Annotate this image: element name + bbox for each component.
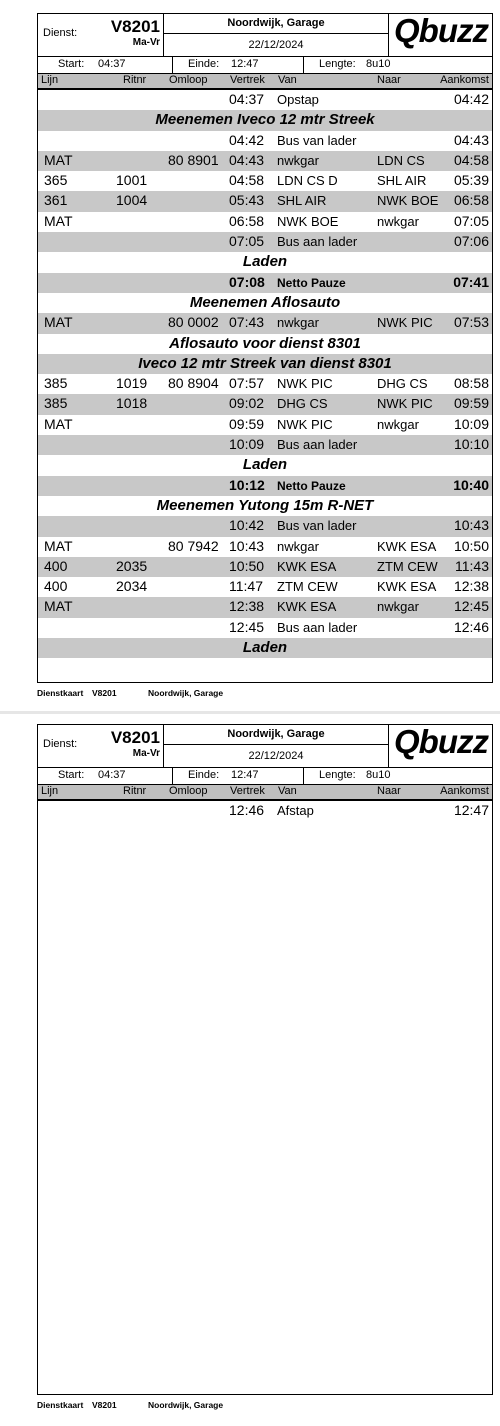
cell-van: KWK ESA [277,558,337,574]
col-naar: Naar [377,785,401,797]
col-ritnr: Ritnr [123,785,147,797]
cell-van: Afstap [277,803,314,818]
cell-van: NWK PIC [277,416,333,432]
header [38,725,492,768]
cell-aank: 07:06 [453,233,489,250]
lengte-label: Lengte: [319,769,356,781]
table-row [38,374,492,394]
cell-aank: 10:43 [453,517,489,534]
cell-naar: nwkgar [377,416,419,432]
page-1 [0,0,500,710]
table-row [38,131,492,151]
cell-vertrek: 12:46 [229,802,265,818]
cell-omloop: 80 8904 [168,375,219,392]
start-label: Start: [58,58,85,70]
cell-aank: 10:10 [453,436,489,453]
trip-table [38,90,492,658]
dienst-cell [38,14,164,56]
cell-van: nwkgar [277,538,319,554]
col-aankomst: Aankomst [440,74,489,86]
cell-aank: 07:41 [453,273,489,290]
cell-van: SHL AIR [277,193,327,209]
cell-ritnr: 1004 [116,192,148,209]
cell-lijn: 365 [44,172,68,189]
cell-van: NWK BOE [277,213,339,229]
cell-aank: 11:43 [455,557,489,574]
cell-lijn: 385 [44,395,68,412]
cell-vertrek: 12:45 [229,618,265,635]
banner-text: Laden [242,456,288,474]
cell-van: Bus van lader [277,132,357,148]
cell-naar: NWK PIC [377,315,433,331]
cell-vertrek: 04:43 [229,151,265,168]
qbuzz-logo: Qbuzz [394,723,488,760]
cell-vertrek: 12:38 [229,598,265,615]
location: Noordwijk, Garage [164,14,388,34]
cell-naar: ZTM CEW [377,558,438,574]
section-banner [38,496,492,516]
banner-text: Meenemen Aflosauto [189,293,341,311]
col-omloop: Omloop [169,785,208,797]
cell-lijn: MAT [44,537,73,554]
cell-lijn: 361 [44,192,68,209]
location: Noordwijk, Garage [164,725,388,745]
footer-dienst: V8201 [92,1400,117,1410]
section-banner [38,293,492,313]
cell-aank: 07:05 [453,212,489,229]
lengte-value: 8u10 [366,769,391,781]
table-row [38,191,492,211]
col-van: Van [278,785,297,797]
section-banner [38,638,492,658]
cell-omloop: 80 7942 [168,537,219,554]
cell-aank: 12:38 [453,578,489,595]
cell-van: NWK PIC [277,376,333,392]
lengte-value: 8u10 [366,58,391,70]
cell-vertrek: 10:09 [229,436,265,453]
table-row [38,537,492,557]
cell-aank: 12:45 [453,598,489,615]
cell-naar: SHL AIR [377,173,427,189]
cell-van: Netto Pauze [277,478,346,493]
cell-vertrek: 10:50 [229,557,265,574]
column-header [38,785,492,801]
col-vertrek: Vertrek [230,74,265,86]
cell-vertrek: 07:57 [229,375,265,392]
cell-vertrek: 10:43 [229,537,265,554]
banner-text: Aflosauto voor dienst 8301 [169,334,361,352]
cell-van: nwkgar [277,315,319,331]
pause-row [38,273,492,293]
cell-aank: 12:47 [453,802,489,818]
cell-vertrek: 05:43 [229,192,265,209]
banner-text: Meenemen Yutong 15m R-NET [156,496,374,514]
cell-aank: 10:09 [453,415,489,432]
cell-aank: 12:46 [453,618,489,635]
cell-vertrek: 09:59 [229,415,265,432]
dienst-cell [38,725,164,767]
start-time: 04:37 [98,58,126,70]
cell-lijn: MAT [44,151,73,168]
einde-label: Einde: [188,769,220,781]
cell-van: ZTM CEW [277,579,338,595]
cell-vertrek: 06:58 [229,212,265,229]
cell-omloop: 80 8901 [168,151,219,168]
section-banner [38,354,492,374]
cell-vertrek: 04:58 [229,172,265,189]
qbuzz-logo: Qbuzz [394,12,488,49]
dienstkaart-frame [37,724,493,1395]
cell-lijn: 385 [44,375,68,392]
col-vertrek: Vertrek [230,785,265,797]
trip-table [38,801,492,821]
cell-naar: nwkgar [377,213,419,229]
cell-aank: 05:39 [453,172,489,189]
dienst-label: Dienst: [43,27,78,39]
cell-ritnr: 1001 [116,172,148,189]
einde-time: 12:47 [231,769,259,781]
cell-lijn: 400 [44,578,68,595]
cell-naar: DHG CS [377,376,428,392]
footer-label: Dienstkaart [37,1400,84,1410]
lengte-label: Lengte: [319,58,356,70]
footer-location: Noordwijk, Garage [148,1400,224,1410]
cell-naar: nwkgar [377,599,419,615]
table-row [38,171,492,191]
section-banner [38,334,492,354]
table-row [38,394,492,414]
table-row [38,151,492,171]
cell-van: DHG CS [277,396,328,412]
cell-aank: 09:59 [453,395,489,412]
footer-location: Noordwijk, Garage [148,688,224,698]
einde-time: 12:47 [231,58,259,70]
cell-aank: 10:40 [453,476,489,493]
cell-van: Bus van lader [277,518,357,534]
cell-vertrek: 07:08 [229,273,265,290]
table-row [38,597,492,617]
location-cell [164,14,389,56]
column-header [38,74,492,90]
table-row [38,801,492,821]
table-row [38,232,492,252]
col-ritnr: Ritnr [123,74,147,86]
cell-van: Opstap [277,92,319,107]
section-banner [38,455,492,475]
cell-aank: 06:58 [453,192,489,209]
cell-van: Netto Pauze [277,275,346,290]
cell-van: nwkgar [277,152,319,168]
cell-lijn: MAT [44,598,73,615]
cell-ritnr: 2035 [116,557,148,574]
days-label: Ma-Vr [132,37,160,48]
cell-vertrek: 07:43 [229,314,265,331]
start-label: Start: [58,769,85,781]
table-row [38,435,492,455]
cell-lijn: MAT [44,212,73,229]
einde-label: Einde: [188,58,220,70]
cell-ritnr: 1018 [116,395,148,412]
dienstkaart-frame [37,13,493,683]
cell-lijn: MAT [44,314,73,331]
cell-aank: 04:42 [453,91,489,107]
section-banner [38,110,492,130]
cell-van: KWK ESA [277,599,337,615]
banner-text: Iveco 12 mtr Streek van dienst 8301 [138,354,392,372]
table-row [38,557,492,577]
cell-van: Bus aan lader [277,437,358,453]
cell-vertrek: 10:12 [229,476,265,493]
date: 22/12/2024 [248,750,304,762]
cell-aank: 04:58 [453,151,489,168]
col-lijn: Lijn [41,74,59,86]
page-separator [0,711,500,714]
cell-van: Bus aan lader [277,619,358,635]
cell-ritnr: 2034 [116,578,148,595]
cell-vertrek: 09:02 [229,395,265,412]
table-row [38,415,492,435]
footer-dienst: V8201 [92,688,117,698]
cell-aank: 04:43 [453,131,489,148]
cell-naar: KWK ESA [377,538,437,554]
dienst-number: V8201 [110,17,160,36]
cell-vertrek: 07:05 [229,233,265,250]
table-row [38,577,492,597]
cell-vertrek: 11:47 [229,578,263,595]
times-bar [38,767,492,785]
table-row [38,618,492,638]
banner-text: Meenemen Iveco 12 mtr Streek [155,111,375,129]
cell-lijn: MAT [44,415,73,432]
footer-label: Dienstkaart [37,688,84,698]
page-2 [0,716,500,1426]
table-row [38,212,492,232]
times-bar [38,56,492,74]
pause-row [38,476,492,496]
cell-aank: 10:50 [453,537,489,554]
date: 22/12/2024 [248,39,304,51]
col-naar: Naar [377,74,401,86]
banner-text: Laden [242,253,288,271]
cell-vertrek: 04:37 [229,91,265,107]
table-row [38,516,492,536]
col-omloop: Omloop [169,74,208,86]
cell-vertrek: 04:42 [229,131,265,148]
cell-aank: 07:53 [453,314,489,331]
cell-van: LDN CS D [277,173,338,189]
dienst-number: V8201 [110,728,160,747]
table-row [38,313,492,333]
table-row [38,90,492,110]
dienst-label: Dienst: [43,738,78,750]
cell-naar: NWK BOE [377,193,439,209]
cell-vertrek: 10:42 [229,517,265,534]
col-lijn: Lijn [41,785,59,797]
col-aankomst: Aankomst [440,785,489,797]
cell-aank: 08:58 [453,375,489,392]
col-van: Van [278,74,297,86]
start-time: 04:37 [98,769,126,781]
location-cell [164,725,389,767]
cell-ritnr: 1019 [116,375,148,392]
cell-naar: LDN CS [377,152,425,168]
header [38,14,492,57]
banner-text: Laden [242,639,288,657]
cell-lijn: 400 [44,557,68,574]
cell-naar: KWK ESA [377,579,437,595]
days-label: Ma-Vr [132,748,160,759]
cell-van: Bus aan lader [277,234,358,250]
cell-naar: NWK PIC [377,396,433,412]
cell-omloop: 80 0002 [168,314,219,331]
section-banner [38,252,492,272]
